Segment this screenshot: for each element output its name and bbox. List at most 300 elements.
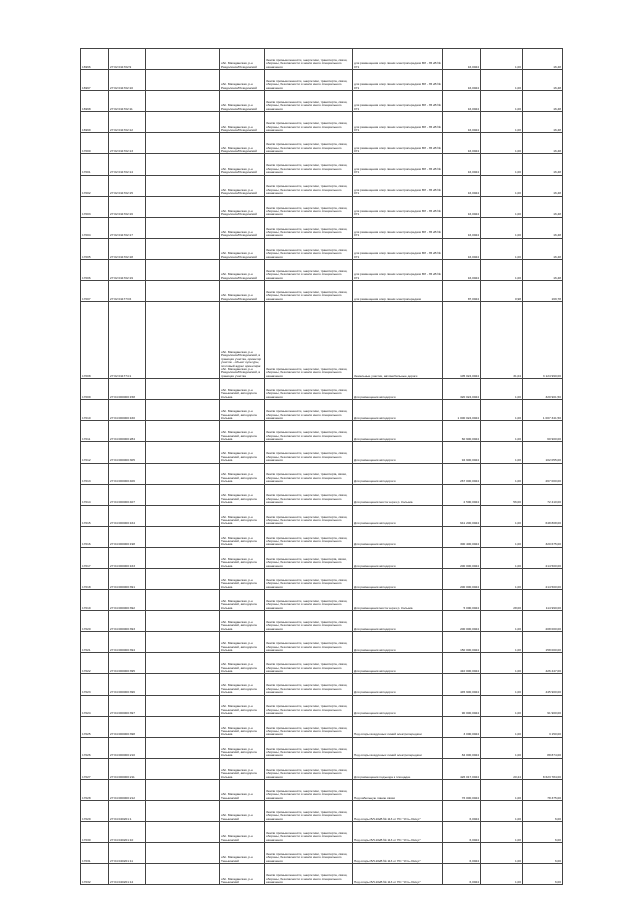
area-cell: 16,0024 bbox=[443, 238, 481, 259]
coefficient-cell: 1,00 bbox=[481, 379, 523, 400]
permitted-use-cell: Для размещения автодороги bbox=[353, 379, 443, 400]
coefficient-cell: 1,00 bbox=[481, 526, 523, 547]
table-row bbox=[81, 568, 563, 589]
land-category-cell: Земли промышленности, энергетики, транспорта, связи, обороны, безопасности и земли иного специального назначения bbox=[265, 632, 353, 653]
permitted-use-cell: для размещения опор линии электропередачи ВЛ - 35 кВ № 071 bbox=[353, 238, 443, 259]
land-category-cell: Земли промышленности, энергетики, транспорта, связи, обороны, безопасности и земли иного специального назначения bbox=[265, 695, 353, 716]
table-row bbox=[81, 421, 563, 442]
empty-cell bbox=[146, 632, 220, 653]
address-cell: обл. Магаданская, р-н Раздолинск/Розидинский bbox=[220, 217, 265, 238]
empty-cell bbox=[146, 442, 220, 463]
empty-cell bbox=[146, 653, 220, 674]
row-id-cell: 17022 bbox=[81, 653, 109, 674]
address-cell: обл. Магаданская, р-н Тенькинский, автодорога Колыма bbox=[220, 632, 265, 653]
cadastral-value-cell: 320 901,50 bbox=[523, 379, 563, 400]
coefficient-cell: 1,00 bbox=[481, 154, 523, 175]
permitted-use-cell: Под опоры ВЛ-10кВ № 113 от ПС "Усть-Омчуг" bbox=[353, 843, 443, 864]
cadastral-number-cell: 27:02:011702:16 bbox=[109, 196, 146, 217]
table-row bbox=[81, 379, 563, 400]
permitted-use-cell: для размещения опор линии электропередачи ВЛ - 35 кВ № 071 bbox=[353, 196, 443, 217]
empty-cell bbox=[146, 154, 220, 175]
permitted-use-cell: Для размещения автодороги bbox=[353, 674, 443, 695]
cadastral-value-cell: 16,48 bbox=[523, 238, 563, 259]
coefficient-cell: 1,00 bbox=[481, 442, 523, 463]
row-id-cell: 17019 bbox=[81, 590, 109, 611]
cadastral-value-cell: 16,48 bbox=[523, 70, 563, 91]
coefficient-cell: 1,00 bbox=[481, 196, 523, 217]
area-cell: 105 024,0024 bbox=[443, 302, 481, 379]
land-category-cell: Земли промышленности, энергетики, транспорта, связи, обороны, безопасности и земли иного специального назначения bbox=[265, 611, 353, 632]
land-category-cell: Земли промышленности, энергетики, транспорта, связи, обороны, безопасности и земли иного специального назначения bbox=[265, 400, 353, 421]
table-row bbox=[81, 822, 563, 843]
permitted-use-cell: Для размещения моста через р. Колыма bbox=[353, 590, 443, 611]
cadastral-value-cell: 6,00 bbox=[523, 864, 563, 885]
permitted-use-cell: Земельные участки, автомобильные дороги bbox=[353, 302, 443, 379]
area-cell: 6,0024 bbox=[443, 801, 481, 822]
table-row bbox=[81, 238, 563, 259]
cadastral-value-cell: 114 990,00 bbox=[523, 590, 563, 611]
coefficient-cell: 0,98 bbox=[481, 281, 523, 302]
coefficient-cell: 1,00 bbox=[481, 70, 523, 91]
cadastral-value-cell: 6,00 bbox=[523, 822, 563, 843]
address-cell: обл. Магаданская, р-н Раздолинск/Розидинский bbox=[220, 154, 265, 175]
row-id-cell: 17003 bbox=[81, 196, 109, 217]
area-cell: 87,0024 bbox=[443, 281, 481, 302]
table-row bbox=[81, 91, 563, 112]
cadastral-value-cell: 60 900,00 bbox=[523, 421, 563, 442]
table-row bbox=[81, 484, 563, 505]
area-cell: 2 500,0024 bbox=[443, 484, 481, 505]
permitted-use-cell: для размещения опор линии электропередачи ВЛ - 35 кВ № 071 bbox=[353, 91, 443, 112]
address-cell: обл. Магаданская, р-н Тенькинский, автодорога Колыма bbox=[220, 442, 265, 463]
row-id-cell: 17021 bbox=[81, 632, 109, 653]
permitted-use-cell: для размещения опор линии электропередачи ВЛ - 35 кВ № 071 bbox=[353, 70, 443, 91]
area-cell: 1 000 024,0024 bbox=[443, 400, 481, 421]
land-category-cell: Земли промышленности, энергетики, транспорta, связи, обороны, безопасности и земли иного специального назначения bbox=[265, 547, 353, 568]
table-row bbox=[81, 779, 563, 800]
table-row bbox=[81, 175, 563, 196]
permitted-use-cell: Для размещения автодороги bbox=[353, 653, 443, 674]
row-id-cell: 16999 bbox=[81, 112, 109, 133]
permitted-use-cell: Для размещения автодороги bbox=[353, 505, 443, 526]
permitted-use-cell: Под опоры воздушных линий электропередачи bbox=[353, 716, 443, 737]
coefficient-cell: 1,00 bbox=[481, 822, 523, 843]
cadastral-value-cell: 8 623 784,00 bbox=[523, 758, 563, 779]
cadastral-number-cell: 27:04:000000:393 bbox=[109, 611, 146, 632]
cadastral-value-cell: 16,48 bbox=[523, 154, 563, 175]
cadastral-number-cell: 27:02:011702:12 bbox=[109, 112, 146, 133]
row-id-cell: 17023 bbox=[81, 674, 109, 695]
land-category-cell: Земли промышленности, энергетики, транспорта, связи, обороны, безопасности и земли иного специального назначения bbox=[265, 590, 353, 611]
land-category-cell: Земли промышленности, энергетики, транспорта, связи, обороны, безопасности и земли иного специального назначения bbox=[265, 779, 353, 800]
permitted-use-cell: Для размещения автодороги bbox=[353, 526, 443, 547]
land-category-cell: Земли промышленности, энергетики, транспорта, связи, обороны, безопасности и земли иного специального назначения bbox=[265, 822, 353, 843]
coefficient-cell: 1,00 bbox=[481, 864, 523, 885]
empty-cell bbox=[146, 421, 220, 442]
cadastral-number-cell: 27:04:000000:396 bbox=[109, 674, 146, 695]
row-id-cell: 16996 bbox=[81, 49, 109, 70]
address-cell: обл. Магаданская, р-н Тенькинский, автодорога Колыма bbox=[220, 421, 265, 442]
address-cell: обл. Магаданская, р-н Тенькинский, автодорога Колыма bbox=[220, 379, 265, 400]
cadastral-value-cell: 158 000,00 bbox=[523, 632, 563, 653]
empty-cell bbox=[146, 758, 220, 779]
cadastral-value-cell: 6,00 bbox=[523, 843, 563, 864]
empty-cell bbox=[146, 568, 220, 589]
permitted-use-cell: для размещения опор линии электропередачи ВЛ - 35 кВ № 071 bbox=[353, 175, 443, 196]
empty-cell bbox=[146, 175, 220, 196]
row-id-cell: 17012 bbox=[81, 442, 109, 463]
row-id-cell: 16998 bbox=[81, 91, 109, 112]
cadastral-number-cell: 27:04:000000:211 bbox=[109, 758, 146, 779]
cadastral-value-cell: 1 007 341,50 bbox=[523, 400, 563, 421]
address-cell: обл. Магаданская, р-н Тенькинский, автодорога Колыма bbox=[220, 695, 265, 716]
empty-cell bbox=[146, 49, 220, 70]
cadastral-number-cell: 27:04:000000:398 bbox=[109, 716, 146, 737]
empty-cell bbox=[146, 463, 220, 484]
address-cell: обл. Магаданская, р-н Тенькинский bbox=[220, 801, 265, 822]
row-id-cell: 17002 bbox=[81, 175, 109, 196]
cadastral-number-cell: 27:02:011702:14 bbox=[109, 154, 146, 175]
cadastral-value-cell: 3 124 990,00 bbox=[523, 302, 563, 379]
permitted-use-cell: для размещения опор линии электропередачи ВЛ - 35 кВ № 071 bbox=[353, 112, 443, 133]
land-category-cell: Земли промышленности, энергетики, транспорта, связи, обороны, безопасности и земли иного специального назначения bbox=[265, 421, 353, 442]
row-id-cell: 17014 bbox=[81, 484, 109, 505]
cadastral-value-cell: 78 375,00 bbox=[523, 779, 563, 800]
empty-cell bbox=[146, 864, 220, 885]
row-id-cell: 17031 bbox=[81, 843, 109, 864]
empty-cell bbox=[146, 611, 220, 632]
coefficient-cell: 1,00 bbox=[481, 653, 523, 674]
address-cell: обл. Магаданская, р-н Раздолинск/Розидинский bbox=[220, 91, 265, 112]
permitted-use-cell: Для размещения автодороги bbox=[353, 463, 443, 484]
row-id-cell: 17004 bbox=[81, 217, 109, 238]
land-category-cell: Земли промышленности, энергетики, транспорта, связи, обороны, безопасности и земли иного специального назначения bbox=[265, 302, 353, 379]
land-category-cell: Земли промышленности, энергетики, транспорта, связи, обороны, безопасности и земли иного специального назначения bbox=[265, 238, 353, 259]
permitted-use-cell: Для размещения автодороги bbox=[353, 632, 443, 653]
row-id-cell: 17015 bbox=[81, 505, 109, 526]
table-row bbox=[81, 112, 563, 133]
row-id-cell: 17005 bbox=[81, 238, 109, 259]
row-id-cell: 17025 bbox=[81, 716, 109, 737]
coefficient-cell: 1,00 bbox=[481, 133, 523, 154]
area-cell: 6,0024 bbox=[443, 822, 481, 843]
empty-cell bbox=[146, 112, 220, 133]
row-id-cell: 17007 bbox=[81, 281, 109, 302]
row-id-cell: 17016 bbox=[81, 526, 109, 547]
land-category-cell: Земли промышленности, энергетики, транспорта, связи, обороны, безопасности и земли иного специального назначения bbox=[265, 217, 353, 238]
row-id-cell: 17013 bbox=[81, 463, 109, 484]
area-cell: 6,0024 bbox=[443, 843, 481, 864]
row-id-cell: 17011 bbox=[81, 421, 109, 442]
area-cell: 16,0024 bbox=[443, 133, 481, 154]
address-cell: обл. Магаданская, р-н Раздолинск/Розидинский bbox=[220, 175, 265, 196]
table-body bbox=[81, 49, 563, 885]
cadastral-value-cell: 3 150,00 bbox=[523, 716, 563, 737]
area-cell: 320 024,0024 bbox=[443, 379, 481, 400]
permitted-use-cell: Под опоры ВЛ-10кВ № 113 от ПС "Усть-Омчуг" bbox=[353, 801, 443, 822]
empty-cell bbox=[146, 716, 220, 737]
table-row bbox=[81, 758, 563, 779]
row-id-cell: 17008 bbox=[81, 302, 109, 379]
row-id-cell: 17030 bbox=[81, 822, 109, 843]
table-row bbox=[81, 463, 563, 484]
area-cell: 90 000,0024 bbox=[443, 695, 481, 716]
coefficient-cell: 1,00 bbox=[481, 568, 523, 589]
permitted-use-cell: Для размещения автодороги bbox=[353, 547, 443, 568]
row-id-cell: 17026 bbox=[81, 737, 109, 758]
coefficient-cell: 1,00 bbox=[481, 547, 523, 568]
cadastral-number-cell: 27:02:011702:13 bbox=[109, 133, 146, 154]
land-category-cell: Земли промышленности, энергетики, транспорта, связи, обороны, безопасности и земли иного специального назначения bbox=[265, 758, 353, 779]
permitted-use-cell: Для размещения автодороги bbox=[353, 442, 443, 463]
area-cell: 300 400,0024 bbox=[443, 526, 481, 547]
address-cell: обл. Магаданская, р-н Тенькинский, автодорога Колыма bbox=[220, 400, 265, 421]
land-category-cell: Земли промышленности, энергетики, транспорта, связи, обороны, безопасности и земли иного специального назначения bbox=[265, 259, 353, 280]
cadastral-number-cell: 27:04:000000:160 bbox=[109, 400, 146, 421]
table-row bbox=[81, 400, 563, 421]
address-cell: обл. Магаданская, р-н Тенькинский, автодорога Колыма bbox=[220, 547, 265, 568]
area-cell: 76 000,0024 bbox=[443, 779, 481, 800]
permitted-use-cell: для размещения опор линии электропередачи ВЛ - 35 кВ № 071 bbox=[353, 217, 443, 238]
cadastral-number-cell: 27:04:000000:164 bbox=[109, 505, 146, 526]
permitted-use-cell: для размещения опор линии электропередачи bbox=[353, 281, 443, 302]
coefficient-cell: 1,00 bbox=[481, 632, 523, 653]
table-row bbox=[81, 716, 563, 737]
land-category-cell: Земли промышленности, энергетики, транспорта, связи, обороны, безопасности и земли иного специального назначения bbox=[265, 737, 353, 758]
area-cell: 3 000,0024 bbox=[443, 716, 481, 737]
empty-cell bbox=[146, 379, 220, 400]
empty-cell bbox=[146, 238, 220, 259]
area-cell: 94 900,0024 bbox=[443, 442, 481, 463]
cadastral-value-cell: 16,48 bbox=[523, 217, 563, 238]
coefficient-cell: 1,00 bbox=[481, 112, 523, 133]
table-row bbox=[81, 611, 563, 632]
permitted-use-cell: Для размещения автодороги bbox=[353, 421, 443, 442]
address-cell: обл. Магаданская, р-н Тенькинский, автодорога Колыма bbox=[220, 674, 265, 695]
cadastral-value-cell: 426 447,00 bbox=[523, 653, 563, 674]
land-category-cell: Земли промышленности, энергетики, транспорта, связи, обороны, безопасности и земли иного специального назначения bbox=[265, 674, 353, 695]
table-row bbox=[81, 281, 563, 302]
land-category-cell: Земли промышленности, энергетики, транспорта, связи, обороны, безопасности и земли иного специального назначения bbox=[265, 843, 353, 864]
cadastral-number-cell: 27:04:000000:198 bbox=[109, 526, 146, 547]
table-row bbox=[81, 70, 563, 91]
cadastral-value-cell: 648 808,00 bbox=[523, 505, 563, 526]
cadastral-value-cell: 267 000,00 bbox=[523, 463, 563, 484]
address-cell: обл. Магаданская, р-н Раздолинск/Розидинский bbox=[220, 281, 265, 302]
cadastral-number-cell: 27:04:000000:406 bbox=[109, 463, 146, 484]
table-row bbox=[81, 302, 563, 379]
row-id-cell: 16997 bbox=[81, 70, 109, 91]
area-cell: 16,0024 bbox=[443, 70, 481, 91]
permitted-use-cell: Под опоры ВЛ-10кВ № 113 от ПС "Усть-Омчуг" bbox=[353, 864, 443, 885]
address-cell: обл. Магаданская, р-н Тенькинский, автодорога Колыма bbox=[220, 568, 265, 589]
coefficient-cell: 1,00 bbox=[481, 175, 523, 196]
address-cell: обл. Магаданская, р-н Тенькинский bbox=[220, 843, 265, 864]
address-cell: обл. Магаданская, р-н Тенькинский, автодорога Колыма bbox=[220, 590, 265, 611]
cadastral-number-cell: 27:02:011702:15 bbox=[109, 175, 146, 196]
cadastral-number-cell: 27:02:011773:6 bbox=[109, 281, 146, 302]
land-category-cell: Земли промышленности, энергетики, транспорта, связи, обороны, безопасности и земли иного специального назначения bbox=[265, 196, 353, 217]
cadastral-number-cell: 27:02:011774:1 bbox=[109, 302, 146, 379]
cadastral-number-cell: 27:04:040201:1 bbox=[109, 801, 146, 822]
permitted-use-cell: Для размещения автодороги bbox=[353, 400, 443, 421]
address-cell: обл. Магаданская, р-н Тенькинский, автодорога Колыма bbox=[220, 505, 265, 526]
address-cell: обл. Магаданская, р-н Раздолинск/Розидинский bbox=[220, 238, 265, 259]
cadastral-number-cell: 27:04:000000:305 bbox=[109, 442, 146, 463]
empty-cell bbox=[146, 217, 220, 238]
address-cell: обл. Магаданская, р-н Раздолинск/Розидинский bbox=[220, 196, 265, 217]
row-id-cell: 17027 bbox=[81, 758, 109, 779]
cadastral-number-cell: 27:04:000000:407 bbox=[109, 484, 146, 505]
land-category-cell: Земли промышленности, энергетики, транспорта, связи, обороны, безопасности и земли иного специального назначения bbox=[265, 133, 353, 154]
cadastral-number-cell: 27:04:040201:12 bbox=[109, 864, 146, 885]
permitted-use-cell: Для размещения моста через р. Колыма bbox=[353, 484, 443, 505]
empty-cell bbox=[146, 843, 220, 864]
table-row bbox=[81, 526, 563, 547]
row-id-cell: 17029 bbox=[81, 801, 109, 822]
table-row bbox=[81, 217, 563, 238]
empty-cell bbox=[146, 70, 220, 91]
address-cell: обл. Магаданская, р-н Тенькинский bbox=[220, 822, 265, 843]
cadastral-number-cell: 27:02:011702:18 bbox=[109, 238, 146, 259]
coefficient-cell: 1,00 bbox=[481, 737, 523, 758]
cadastral-number-cell: 27:02:011702:11 bbox=[109, 91, 146, 112]
area-cell: 16,0024 bbox=[443, 91, 481, 112]
area-cell: 16,0024 bbox=[443, 154, 481, 175]
cadastral-number-cell: 27:04:040201:11 bbox=[109, 843, 146, 864]
row-id-cell: 17018 bbox=[81, 568, 109, 589]
address-cell: обл. Магаданская, р-н Тенькинский, автодорога Колыма bbox=[220, 611, 265, 632]
row-id-cell: 17017 bbox=[81, 547, 109, 568]
area-cell: 267 000,0024 bbox=[443, 463, 481, 484]
table-row bbox=[81, 505, 563, 526]
permitted-use-cell: Под кабельную линию связи bbox=[353, 779, 443, 800]
address-cell: обл. Магаданская, р-н Раздолинск/Розидинский bbox=[220, 49, 265, 70]
cadastral-value-cell: 214 500,00 bbox=[523, 547, 563, 568]
land-category-cell: Земли промышленности, энергетики, транспорта, связи, обороны, безопасности и земли иного специального назначения bbox=[265, 281, 353, 302]
address-cell: обл. Магаданская, р-н Тенькинский, автодорога Колыма bbox=[220, 526, 265, 547]
empty-cell bbox=[146, 196, 220, 217]
permitted-use-cell: для размещения опор линии электропередачи ВЛ - 35 кВ № 071 bbox=[353, 259, 443, 280]
table-row bbox=[81, 547, 563, 568]
address-cell: обл. Магаданская, р-н Тенькинский, автодорога Колыма bbox=[220, 758, 265, 779]
area-cell: 445 900,0024 bbox=[443, 674, 481, 695]
empty-cell bbox=[146, 590, 220, 611]
cadastral-number-cell: 27:02:011702:19 bbox=[109, 259, 146, 280]
land-category-cell: Земли промышленности, энергетики, транспорта, связи, обороны, безопасности и земли иного специального назначения bbox=[265, 442, 353, 463]
land-category-cell: Земли промышленности, энергетики, транспорта, связи, обороны, безопасности и земли иного специального назначения bbox=[265, 49, 353, 70]
row-id-cell: 17000 bbox=[81, 133, 109, 154]
area-cell: 641 200,0024 bbox=[443, 505, 481, 526]
area-cell: 200 000,0024 bbox=[443, 547, 481, 568]
row-id-cell: 17009 bbox=[81, 379, 109, 400]
address-cell: обл. Магаданская, р-н Тенькинский, автодорога Колыма bbox=[220, 484, 265, 505]
area-cell: 6,0024 bbox=[443, 864, 481, 885]
coefficient-cell: 1,00 bbox=[481, 217, 523, 238]
area-cell: 200 000,0024 bbox=[443, 611, 481, 632]
area-cell: 150 000,0024 bbox=[443, 632, 481, 653]
empty-cell bbox=[146, 281, 220, 302]
table-row bbox=[81, 442, 563, 463]
empty-cell bbox=[146, 779, 220, 800]
land-registry-table bbox=[80, 48, 563, 885]
cadastral-number-cell: 27:02:011702:17 bbox=[109, 217, 146, 238]
table-row bbox=[81, 590, 563, 611]
cadastral-value-cell: 214 500,00 bbox=[523, 568, 563, 589]
permitted-use-cell: Под опоры воздушных линий электропередачи bbox=[353, 737, 443, 758]
table-row bbox=[81, 695, 563, 716]
land-category-cell: Земли промышленности, энергетики, транспорта, связи, обороны, безопасности и земли иного специального назначения bbox=[265, 484, 353, 505]
address-cell: обл. Магаданская, р-н Тенькинский, автодорога Колыма bbox=[220, 463, 265, 484]
empty-cell bbox=[146, 133, 220, 154]
table-row bbox=[81, 259, 563, 280]
empty-cell bbox=[146, 801, 220, 822]
area-cell: 16,0024 bbox=[443, 175, 481, 196]
row-id-cell: 17001 bbox=[81, 154, 109, 175]
cadastral-number-cell: 27:04:040201:10 bbox=[109, 822, 146, 843]
cadastral-value-cell: 6,00 bbox=[523, 801, 563, 822]
row-id-cell: 17032 bbox=[81, 864, 109, 885]
row-id-cell: 17006 bbox=[81, 259, 109, 280]
table-row bbox=[81, 864, 563, 885]
land-category-cell: Земли промышленности, энергетики, транспорта, связи, обороны, безопасности и земли иного специального назначения bbox=[265, 653, 353, 674]
cadastral-value-cell: 16,48 bbox=[523, 112, 563, 133]
permitted-use-cell: Для размещения автодороги bbox=[353, 611, 443, 632]
table-row bbox=[81, 49, 563, 70]
cadastral-number-cell: 27:04:000000:158 bbox=[109, 379, 146, 400]
empty-cell bbox=[146, 302, 220, 379]
coefficient-cell: 1,00 bbox=[481, 49, 523, 70]
area-cell: 84 000,0024 bbox=[443, 737, 481, 758]
coefficient-cell: 1,00 bbox=[481, 716, 523, 737]
address-cell: обл. Магаданская, р-н Раздолинск/Розидинский bbox=[220, 259, 265, 280]
land-category-cell: Земли промышленности, энергетики, транспорта, связи, обороны, безопасности и земли иного специального назначения bbox=[265, 801, 353, 822]
coefficient-cell: 31,04 bbox=[481, 302, 523, 379]
permitted-use-cell: для размещения опор линии электропередачи ВЛ - 35 кВ № 071 bbox=[353, 133, 443, 154]
cadastral-value-cell: 169,78 bbox=[523, 281, 563, 302]
cadastral-number-cell: 27:04:000000:397 bbox=[109, 695, 146, 716]
cadastral-number-cell: 27:04:000000:392 bbox=[109, 590, 146, 611]
land-category-cell: Земли промышленности, энергетики, транспорта, связи, обороны, безопасности и земли иного специального назначения bbox=[265, 864, 353, 885]
permitted-use-cell: Для размещения автодороги bbox=[353, 568, 443, 589]
cadastral-value-cell: 16,48 bbox=[523, 175, 563, 196]
row-id-cell: 17024 bbox=[81, 695, 109, 716]
land-category-cell: Земли промышленности, энергетики, транспорта, связи, обороны, безопасности и земли иного специального назначения bbox=[265, 568, 353, 589]
area-cell: 16,0024 bbox=[443, 196, 481, 217]
table-row bbox=[81, 674, 563, 695]
row-id-cell: 17010 bbox=[81, 400, 109, 421]
area-cell: 16,0024 bbox=[443, 112, 481, 133]
coefficient-cell: 1,00 bbox=[481, 505, 523, 526]
permitted-use-cell: для размещения опор линии электропередачи ВЛ - 35 кВ № 071 bbox=[353, 154, 443, 175]
table-row bbox=[81, 653, 563, 674]
cadastral-value-cell: 16,48 bbox=[523, 91, 563, 112]
cadastral-value-cell: 16,48 bbox=[523, 196, 563, 217]
land-category-cell: Земли промышленности, энергетики, транспорта, связи, обороны, безопасности и земли иного специального назначения bbox=[265, 379, 353, 400]
empty-cell bbox=[146, 674, 220, 695]
empty-cell bbox=[146, 695, 220, 716]
coefficient-cell: 1,00 bbox=[481, 843, 523, 864]
cadastral-number-cell: 27:04:000000:284 bbox=[109, 421, 146, 442]
address-cell: обл. Магаданская, р-н Тенькинский, автодорога Колыма bbox=[220, 737, 265, 758]
permitted-use-cell: Для размещения автодороги bbox=[353, 695, 443, 716]
table-row bbox=[81, 154, 563, 175]
address-cell: обл. Магаданская, р-н Тенькинский bbox=[220, 779, 265, 800]
permitted-use-cell: для размещения опор линии электропередачи ВЛ - 35 кВ № 071 bbox=[353, 49, 443, 70]
coefficient-cell: 1,00 bbox=[481, 463, 523, 484]
cadastral-value-cell: 102 055,00 bbox=[523, 442, 563, 463]
address-cell: обл. Магаданская, р-н Раздолинск/Розидинский bbox=[220, 112, 265, 133]
